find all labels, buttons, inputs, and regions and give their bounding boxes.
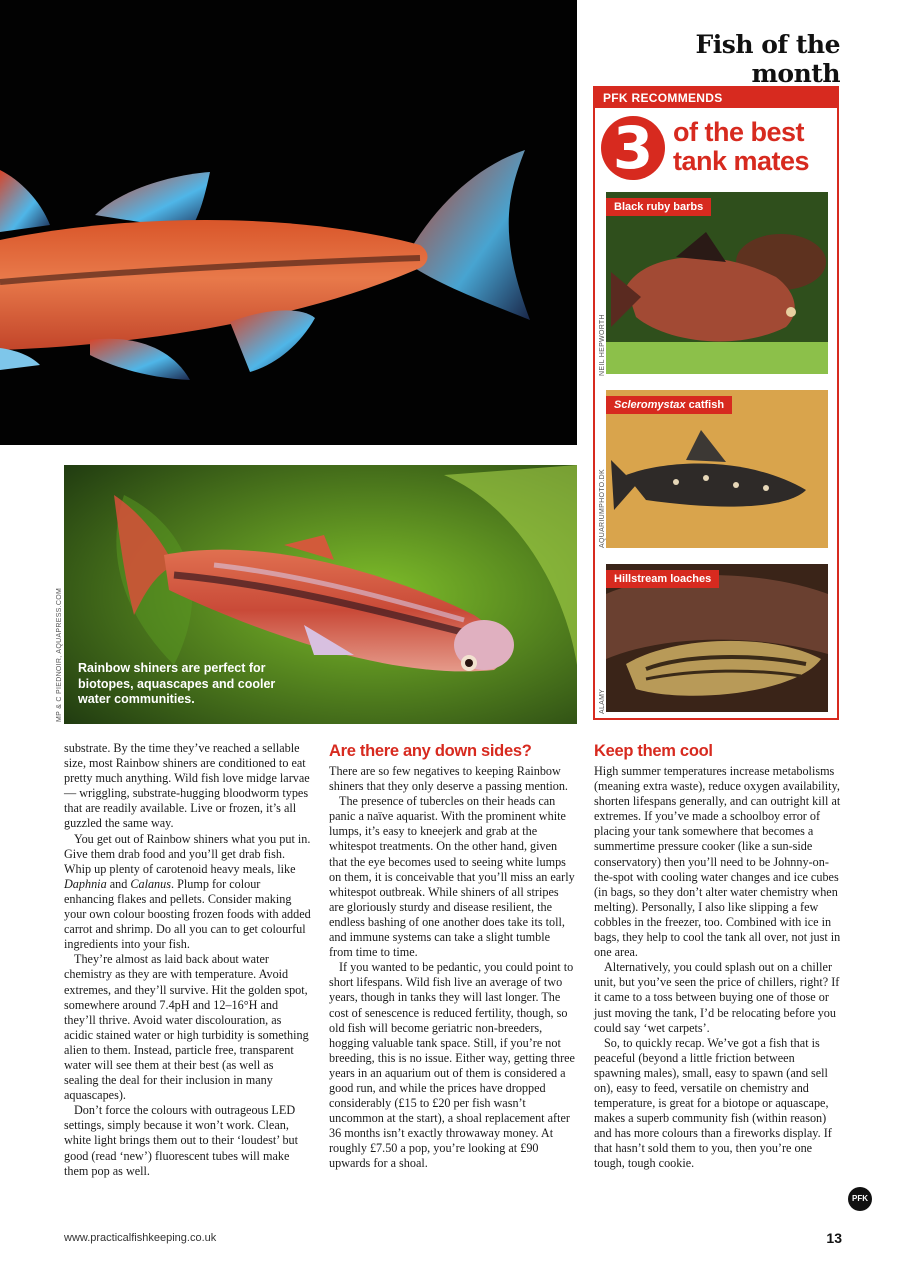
credit-aquariumphoto: AQUARIUMPHOTO.DK (599, 469, 606, 548)
col2-paragraph-2: The presence of tubercles on their heads can panic a naïve aquarist. With the prominent white lumps, it’s easy to kneejerk and grab at the whitespot treatments. On the other hand, given that the eye becomes used to seeing white lumps on them, it is conceivable that you’ll miss an early whitespot outbreak. While shiners of all stripes are gloriously sturdy and disease resilient, the endless bashing of one another does take its toll, and immune systems can take a slight tumble from time to time. (329, 794, 575, 960)
photo2-credit: MP & C PIEDNOIR, AQUAPRESS.COM (56, 587, 63, 722)
black-ruby-barb-photo-icon (606, 192, 828, 374)
credit-neil-hepworth: NEIL HEPWORTH (599, 314, 606, 376)
photo-caption: Rainbow shiners are perfect for biotopes, aquascapes and cooler water communities. (78, 661, 276, 706)
col1-p2-italic-calanus: Calanus (130, 876, 171, 891)
page-number: 13 (826, 1230, 842, 1246)
col1-p2-text-c: . Plump for colour enhancing flakes and pellets. Consider making your own colour boosting frozen foods with added carrot and shrimp. Do all you can to get colourful ingredients into your fish. (64, 876, 311, 952)
body-column-3 (594, 741, 841, 1172)
mate-tag-rest: catfish (685, 399, 725, 411)
col2-heading: Are there any down sides? (329, 742, 532, 760)
rainbow-shiner-photo (64, 465, 577, 724)
headline-line-1: of the best (673, 117, 805, 147)
col1-paragraph-3: They’re almost as laid back about water chemistry as they are with temperature. Avoid extremes, and they’ll survive. Hit the golden spot, somewhere around 7.4pH and 12–16°H and they’ll thrive. Avoid water discolouration, as acidic stained water or high turbidity is something alien to them. Instead, particle free, transparent water will see them at their best (as well as sealing the deal for their inclusion in many aquascapes). (64, 952, 309, 1103)
mate-photo-black-ruby-barbs (606, 192, 828, 374)
col3-paragraph-3: So, to quickly recap. We’ve got a fish that is peaceful (beyond a little friction between spawning males), small, easy to spawn (and sell on), easy to feed, versatile on chemistry and temperature, is great for a biotope or aquascape, makes a superb community fish (within reason) and has more colours than a fireworks display. If that hasn’t sold them to you, then you’re one tough, tough cookie. (594, 1035, 832, 1171)
mate-tag-italic: Scleromystax (614, 399, 686, 411)
col1-p2-text-b: and (106, 876, 131, 891)
headline-line-2: tank mates (673, 146, 810, 176)
credit-alamy: ALAMY (599, 688, 606, 714)
sidebar-header: PFK RECOMMENDS (595, 88, 837, 108)
col1-paragraph-4: Don’t force the colours with outrageous LED settings, simply because it won’t work. Clean, white light brings them out to their ‘loudest’ but good (read ‘new’) fluorescent tubes will make them pop as well. (64, 1103, 299, 1178)
col2-paragraph-3: If you wanted to be pedantic, you could point to short lifespans. Wild fish live an average of two years, though in tanks they will last longer. The cost of senescence is reduced fertility, though, so old fish will become geriatric non-breeders, hogging valuable tank space. Still, if you’re not breeding, this is no issue. Either way, getting three years in an aquarium out of them is considered a good run, and while the prices have dropped considerably (£15 to £20 per fish wasn’t uncommon at the start), a shoal replacement after 36 months isn’t exactly throwaway money. At roughly £7.50 a pop, you’re looking at £90 upwards for a shoal. (329, 960, 575, 1171)
col1-p2-text-a: You get out of Rainbow shiners what you put in. Give them drab food and you’ll get drab fish. Whip up plenty of carotenoid heavy meals, like (64, 831, 311, 876)
col2-paragraph-1: There are so few negatives to keeping Rainbow shiners that they only deserve a passing mention. (329, 764, 568, 794)
big-number-badge: 3 (601, 116, 665, 180)
mate-photo-scleromystax-catfish (606, 390, 828, 548)
col3-heading: Keep them cool (594, 742, 713, 760)
col1-paragraph-1: substrate. By the time they’ve reached a sellable size, most Rainbow shiners are conditioned to eat pretty much anything. Wild fish love midge larvae — wriggling, substrate-hugging bloodworm types that are readily available. Live or frozen, it’s all guzzled the same way. (64, 741, 310, 831)
mate-tag-black-ruby-barbs: Black ruby barbs (606, 198, 711, 216)
col3-paragraph-1: High summer temperatures increase metabolisms (meaning extra waste), reduce oxygen availability, shorten lifespans generally, and can outright kill at extremes. If you’ve made a schoolboy error of placing your tank somewhere that becomes a summertime pressure cooker (like a sun-side conservatory) then you’ll need to be Johnny-on-the-spot with cooling water changes and ice cubes (in bags, so they don’t alter water chemistry when melting). Personally, I also like slipping a few cobbles in the freezer, too. Combined with ice in bags, they help to cool the tank all over, not just in one area. (594, 764, 841, 960)
rainbow-shiner-closeup-image (0, 0, 577, 445)
sidebar-headline (673, 118, 833, 176)
footer-url[interactable]: www.practicalfishkeeping.co.uk (64, 1232, 217, 1244)
tank-mates-sidebar (593, 86, 839, 720)
col1-paragraph-2 (64, 832, 311, 953)
col3-paragraph-2: Alternatively, you could splash out on a chiller unit, but you’ve seen the price of chillers, right? If it came to a toss between buying one of those or just moving the tank, I’d be relocating before you could say ‘wet carpets’. (594, 960, 840, 1035)
hero-photo (0, 0, 577, 445)
col1-p2-italic-daphnia: Daphnia (64, 876, 107, 891)
body-column-1 (64, 741, 311, 1179)
pfk-logo-icon: PFK (848, 1187, 872, 1211)
mate-tag-hillstream-loaches: Hillstream loaches (606, 570, 719, 588)
body-column-2 (329, 741, 576, 1172)
mate-tag-scleromystax-catfish (606, 396, 732, 414)
mate-photo-hillstream-loaches (606, 564, 828, 712)
section-title: Fish of the month (695, 30, 840, 88)
